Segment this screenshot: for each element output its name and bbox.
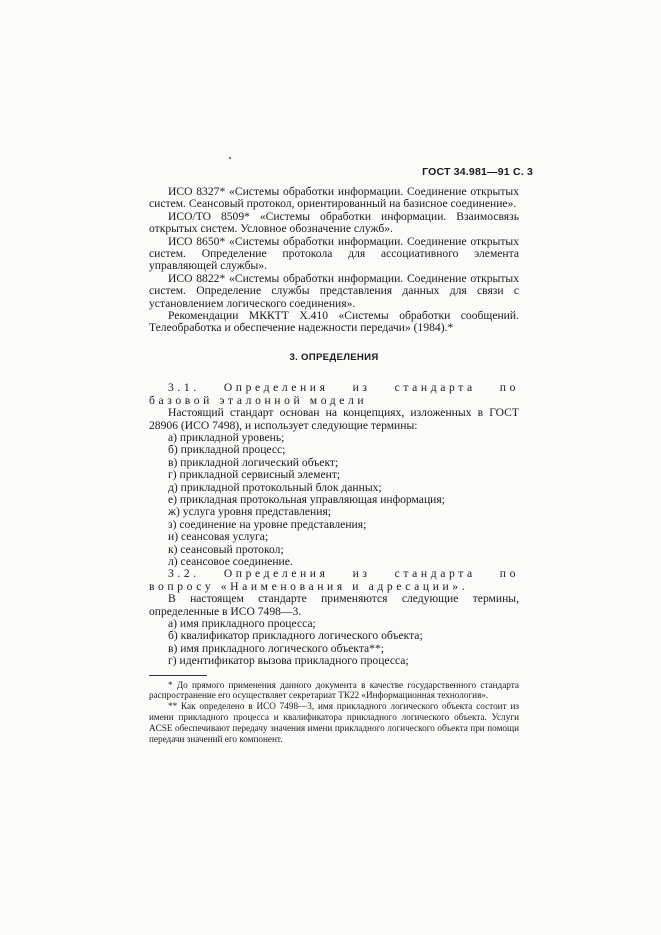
running-header: ГОСТ 34.981—91 С. 3 <box>422 166 533 178</box>
list-item: и) сеансовая услуга; <box>168 530 269 544</box>
footnotes <box>149 680 519 745</box>
list-item: е) прикладная протокольная управляющая информация; <box>168 492 445 506</box>
subsection-3-2-title: 3.2. Определения из стандарта по вопросу «Наименования и адресации». <box>149 567 519 593</box>
footnote-2: ** Как определено в ИСО 7498—3, имя прикладного логического объекта состоит из имени прикладного процесса и квалификатора прикладного логического объекта. Услуги ACSE обеспечивают передачу значения имени прикладного логического объекта при помощи передачи значений его компонент. <box>149 701 519 744</box>
list-item: б) прикладной процесс; <box>168 443 286 457</box>
list-item: б) квалификатор прикладного логического объекта; <box>168 629 423 643</box>
list-item: а) имя прикладного процесса; <box>168 617 316 630</box>
list-item: ж) услуга уровня представления; <box>168 505 332 519</box>
subsection-3-2-intro: В настоящем стандарте применяются следующие термины, определенные в ИСО 7498—3. <box>149 592 519 618</box>
subsection-3-1-intro: Настоящий стандарт основан на концепциях, изложенных в ГОСТ 28906 (ИСО 7498), и использует следующие термины: <box>149 406 519 432</box>
subsection-3-1-title: 3.1. Определения из стандарта по базовой эталонной модели <box>149 381 519 407</box>
list-item: в) прикладной логический объект; <box>168 455 339 469</box>
list-item: к) сеансовый протокол; <box>168 542 284 556</box>
page-body <box>149 186 519 744</box>
reference-iso-8327: ИСО 8327* «Системы обработки информации. Соединение открытых систем. Сеансовый протокол, ориентированный на базисное соединение». <box>149 185 519 211</box>
scan-speck <box>229 157 231 159</box>
term-list-3-1 <box>149 432 519 568</box>
reference-ccitt-x410: Рекомендации МККТТ Х.410 «Системы обработки сообщений. Телеобработка и обеспечение надежности передачи» (1984).* <box>149 309 519 335</box>
list-item: г) идентификатор вызова прикладного процесса; <box>168 654 409 668</box>
footnote-divider <box>149 675 207 676</box>
list-item: г) прикладной сервисный элемент; <box>168 468 341 482</box>
list-item: в) имя прикладного логического объекта**; <box>168 641 384 655</box>
list-item: з) соединение на уровне представления; <box>168 517 367 531</box>
list-item: а) прикладной уровень; <box>168 430 285 444</box>
term-list-3-2 <box>149 618 519 668</box>
list-item: д) прикладной протокольный блок данных; <box>168 480 382 494</box>
reference-iso-8822: ИСО 8822* «Системы обработки информации. Соединение открытых систем. Определение службы представления данных для связи с установлением логического соединения». <box>149 271 519 310</box>
reference-iso-8650: ИСО 8650* «Системы обработки информации. Соединение открытых систем. Определение протокола для ассоциативного элемента управляющей службы». <box>149 234 519 273</box>
list-item: л) сеансовое соединение. <box>168 554 293 568</box>
footnote-1: * До прямого применения данного документа в качестве государственного стандарта распространение его осуществляет секретариат ТК22 «Информационная технология». <box>149 679 519 701</box>
reference-iso-to-8509: ИСО/ТО 8509* «Системы обработки информации. Взаимосвязь открытых систем. Условное обозначение служб». <box>149 209 519 236</box>
section-heading: 3. ОПРЕДЕЛЕНИЯ <box>289 351 379 363</box>
